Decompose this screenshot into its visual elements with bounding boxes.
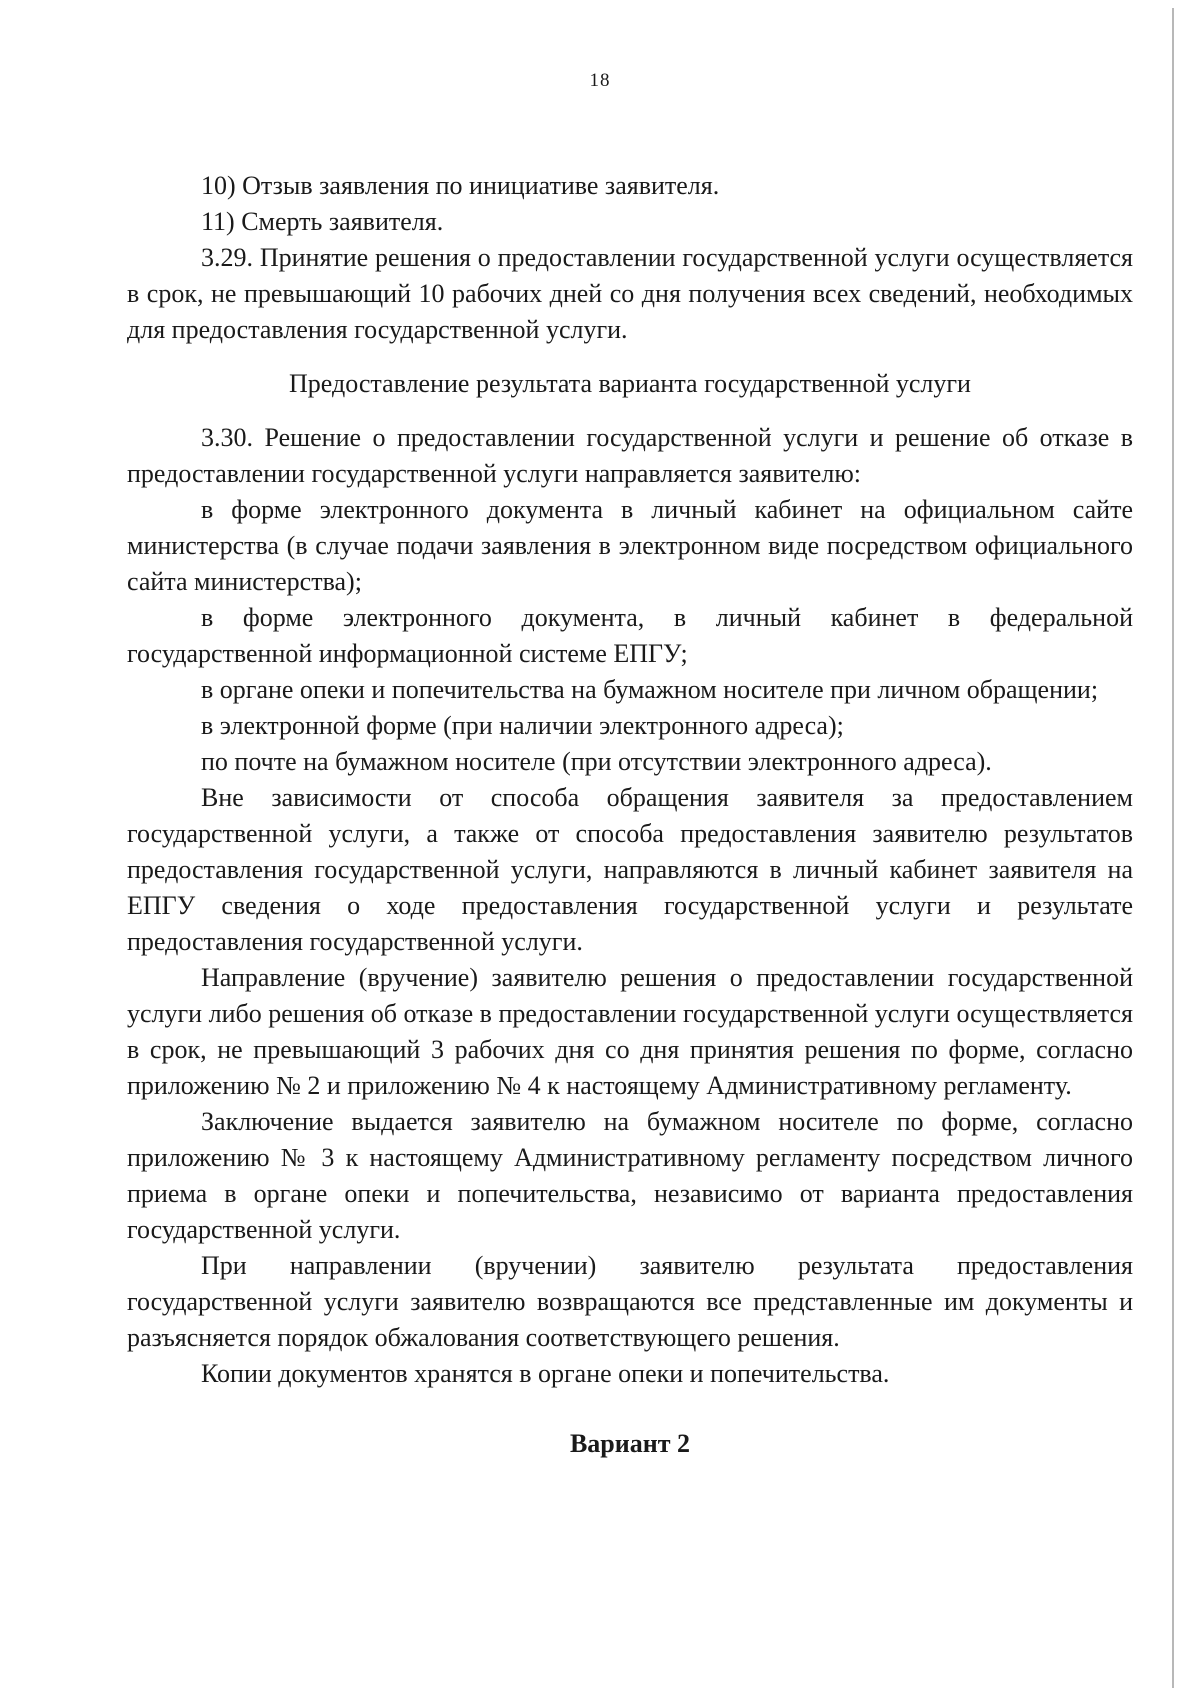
section-heading: Предоставление результата варианта государственной услуги (289, 369, 971, 398)
paragraph-delivery-epgu: в форме электронного документа, в личный кабинет в федеральной государственной информационной системе ЕПГУ; (127, 603, 1133, 668)
paragraph-item-10: 10) Отзыв заявления по инициативе заявителя. (201, 171, 720, 200)
page-number: 18 (589, 70, 611, 91)
paragraph-item-11: 11) Смерть заявителя. (201, 207, 444, 236)
paragraph-return-documents: При направлении (вручении) заявителю результата предоставления государственной услуги заявителю возвращаются все представленные им документы и разъясняется порядок обжалования соответствующего решения. (127, 1251, 1133, 1352)
paragraph-copies-stored: Копии документов хранятся в органе опеки и попечительства. (201, 1359, 890, 1388)
paragraph-delivery-official-site: в форме электронного документа в личный кабинет на официальном сайте министерства (в случае подачи заявления в электронном виде посредством официального сайта министерства); (127, 495, 1133, 596)
paragraph-3-30: 3.30. Решение о предоставлении государственной услуги и решение об отказе в предоставлении государственной услуги направляется заявителю: (127, 423, 1133, 488)
paragraph-delivery-electronic: в электронной форме (при наличии электронного адреса); (201, 711, 844, 740)
paragraph-delivery-deadline: Направление (вручение) заявителю решения о предоставлении государственной услуги либо решения об отказе в предоставлении государственной услуги осуществляется в срок, не превышающий 3 рабочих дня со дня принятия решения по форме, согласно приложению № 2 и приложению № 4 к настоящему Административному регламенту. (127, 963, 1133, 1100)
paragraph-3-29: 3.29. Принятие решения о предоставлении государственной услуги осуществляется в срок, не превышающий 10 рабочих дней со дня получения всех сведений, необходимых для предоставления государственной услуги. (127, 243, 1133, 344)
variant-heading: Вариант 2 (569, 1429, 691, 1458)
paragraph-status-info: Вне зависимости от способа обращения заявителя за предоставлением государственной услуги, а также от способа предоставления заявителю результатов предоставления государственной услуги, направляются в личный кабинет заявителя на ЕПГУ сведения о ходе предоставления государственной услуги и результате предоставления государственной услуги. (127, 783, 1133, 956)
page-edge-line (1172, 8, 1174, 1688)
document-body (127, 168, 1133, 1462)
paragraph-conclusion: Заключение выдается заявителю на бумажном носителе по форме, согласно приложению № 3 к настоящему Административному регламенту посредством личного приема в органе опеки и попечительства, независимо от варианта предоставления государственной услуги. (127, 1107, 1133, 1244)
paragraph-delivery-post: по почте на бумажном носителе (при отсутствии электронного адреса). (201, 747, 992, 776)
paragraph-delivery-in-person: в органе опеки и попечительства на бумажном носителе при личном обращении; (201, 675, 1099, 704)
